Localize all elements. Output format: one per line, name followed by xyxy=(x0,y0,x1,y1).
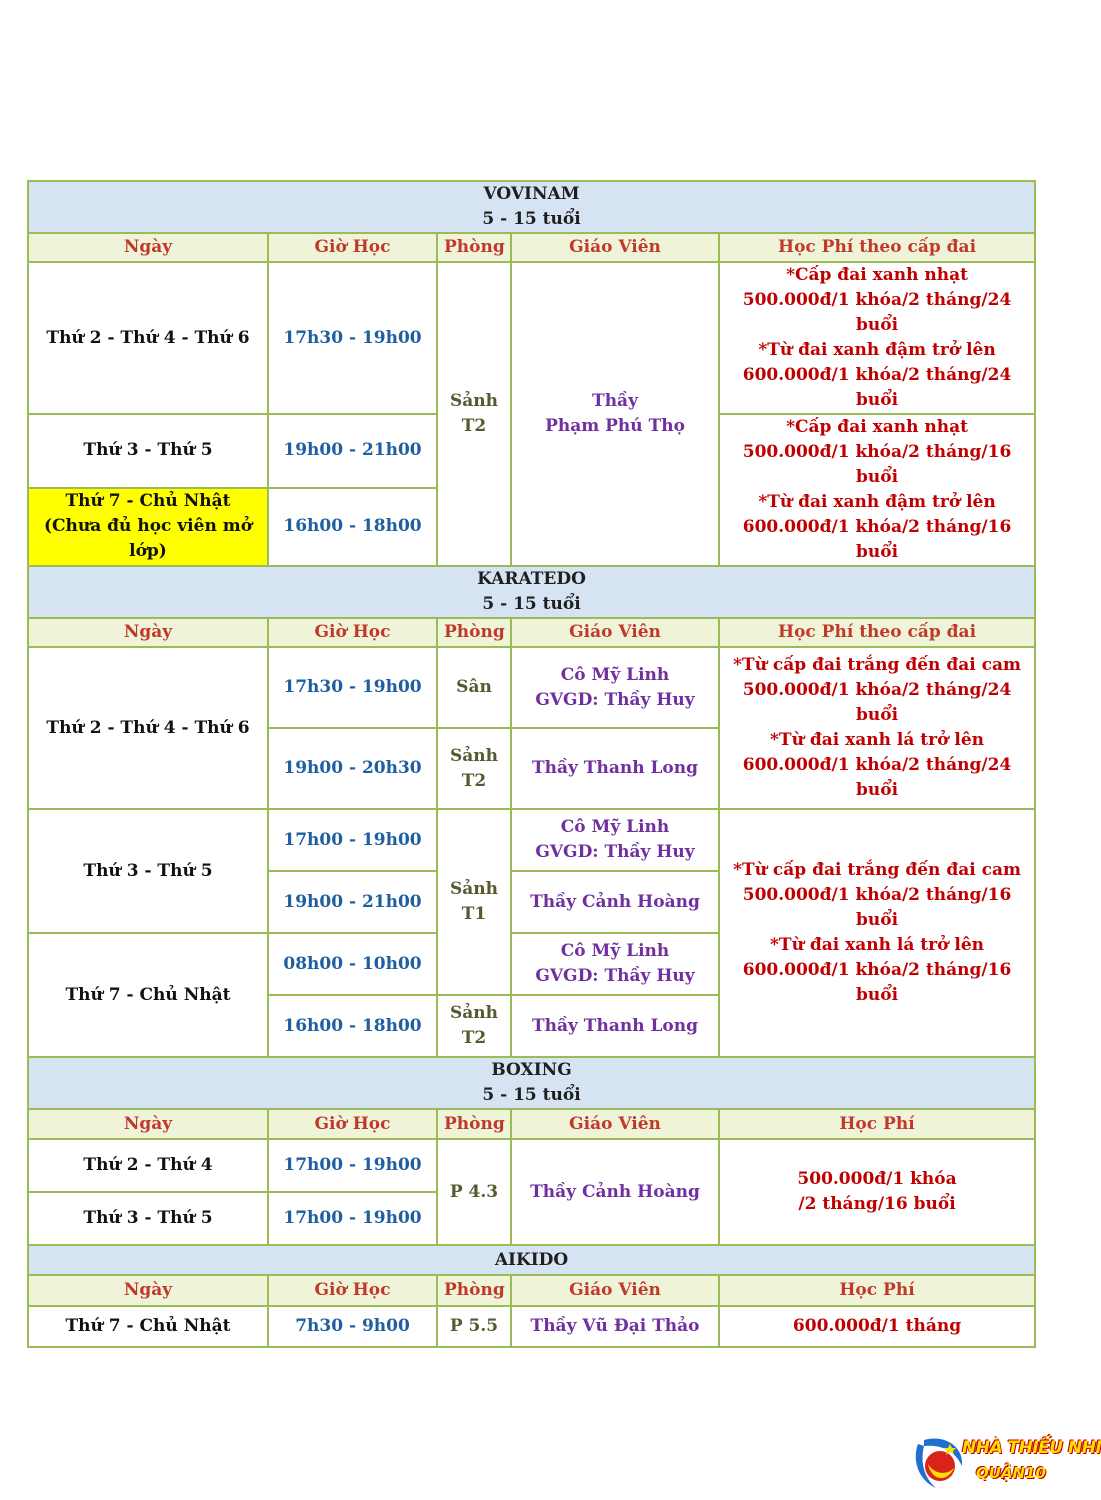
day-cell: Thứ 3 - Thứ 5 xyxy=(28,809,268,933)
day-cell: Thứ 2 - Thứ 4 xyxy=(28,1139,268,1192)
col-day: Ngày xyxy=(28,1275,268,1306)
col-day: Ngày xyxy=(28,618,268,647)
day-cell: Thứ 7 - Chủ Nhật xyxy=(28,1306,268,1347)
day-cell-highlighted: Thứ 7 - Chủ Nhật (Chưa đủ học viên mở lớp) xyxy=(28,488,268,566)
col-fee: Học Phí xyxy=(719,1275,1035,1306)
col-room: Phòng xyxy=(437,618,511,647)
col-fee: Học Phí xyxy=(719,1109,1035,1139)
table-row xyxy=(28,809,1035,871)
time-cell: 17h00 - 19h00 xyxy=(268,1139,437,1192)
table-row xyxy=(28,647,1035,728)
teacher-cell: Cô Mỹ Linh GVGD: Thầy Huy xyxy=(511,809,719,871)
room-cell: Sảnh T2 xyxy=(437,995,511,1057)
section-age: 5 - 15 tuổi xyxy=(482,209,581,229)
room-cell: Sân xyxy=(437,647,511,728)
teacher-cell: Thầy Phạm Phú Thọ xyxy=(511,262,719,566)
fee-cell: *Từ cấp đai trắng đến đai cam 500.000đ/1 khóa/2 tháng/16 buổi *Từ đai xanh lá trở lên 600.000đ/1 khóa/2 tháng/16 buổi xyxy=(719,809,1035,1057)
col-teacher: Giáo Viên xyxy=(511,233,719,262)
col-day: Ngày xyxy=(28,1109,268,1139)
col-room: Phòng xyxy=(437,233,511,262)
teacher-cell: Thầy Thanh Long xyxy=(511,995,719,1057)
day-cell: Thứ 3 - Thứ 5 xyxy=(28,414,268,488)
teacher-cell: Thầy Cảnh Hoàng xyxy=(511,871,719,933)
nha-thieu-nhi-logo-icon xyxy=(910,1434,968,1492)
time-cell: 17h30 - 19h00 xyxy=(268,647,437,728)
col-room: Phòng xyxy=(437,1109,511,1139)
room-cell: Sảnh T2 xyxy=(437,262,511,566)
col-time: Giờ Học xyxy=(268,1275,437,1306)
section-header-boxing xyxy=(28,1057,1035,1109)
table-row xyxy=(28,262,1035,414)
time-cell: 19h00 - 20h30 xyxy=(268,728,437,809)
col-teacher: Giáo Viên xyxy=(511,618,719,647)
section-header-vovinam xyxy=(28,181,1035,233)
section-title: KARATEDO xyxy=(477,569,586,589)
time-cell: 16h00 - 18h00 xyxy=(268,995,437,1057)
section-header-aikido xyxy=(28,1245,1035,1275)
teacher-cell: Thầy Vũ Đại Thảo xyxy=(511,1306,719,1347)
nha-thieu-nhi-logo xyxy=(910,1432,1101,1494)
day-cell: Thứ 3 - Thứ 5 xyxy=(28,1192,268,1245)
teacher-cell: Cô Mỹ Linh GVGD: Thầy Huy xyxy=(511,933,719,995)
fee-cell: 600.000đ/1 tháng xyxy=(719,1306,1035,1347)
teacher-cell: Thầy Cảnh Hoàng xyxy=(511,1139,719,1245)
logo-line-2: QUẬN10 xyxy=(976,1464,1046,1482)
logo-line-1: NHÀ THIẾU NHI xyxy=(962,1438,1101,1458)
section-title: VOVINAM xyxy=(483,184,580,204)
time-cell: 17h00 - 19h00 xyxy=(268,1192,437,1245)
time-cell: 08h00 - 10h00 xyxy=(268,933,437,995)
room-cell: P 4.3 xyxy=(437,1139,511,1245)
day-cell: Thứ 7 - Chủ Nhật xyxy=(28,933,268,1057)
time-cell: 17h30 - 19h00 xyxy=(268,262,437,414)
time-cell: 19h00 - 21h00 xyxy=(268,871,437,933)
col-day: Ngày xyxy=(28,233,268,262)
time-cell: 16h00 - 18h00 xyxy=(268,488,437,566)
time-cell: 17h00 - 19h00 xyxy=(268,809,437,871)
col-fee: Học Phí theo cấp đai xyxy=(719,233,1035,262)
col-time: Giờ Học xyxy=(268,233,437,262)
time-cell: 19h00 - 21h00 xyxy=(268,414,437,488)
fee-cell: *Từ cấp đai trắng đến đai cam 500.000đ/1 khóa/2 tháng/24 buổi *Từ đai xanh lá trở lên 600.000đ/1 khóa/2 tháng/24 buổi xyxy=(719,647,1035,809)
fee-cell: *Cấp đai xanh nhạt 500.000đ/1 khóa/2 tháng/16 buổi *Từ đai xanh đậm trở lên 600.000đ/1 khóa/2 tháng/16 buổi xyxy=(719,414,1035,566)
class-schedule-table xyxy=(27,180,1036,1348)
section-title: BOXING xyxy=(491,1060,572,1080)
time-cell: 7h30 - 9h00 xyxy=(268,1306,437,1347)
column-header-row xyxy=(28,233,1035,262)
day-cell: Thứ 2 - Thứ 4 - Thứ 6 xyxy=(28,262,268,414)
column-header-row xyxy=(28,618,1035,647)
room-cell: Sảnh T1 xyxy=(437,809,511,995)
section-title: AIKIDO xyxy=(494,1249,569,1270)
fee-cell: *Cấp đai xanh nhạt 500.000đ/1 khóa/2 tháng/24 buổi *Từ đai xanh đậm trở lên 600.000đ/1 khóa/2 tháng/24 buổi xyxy=(719,262,1035,414)
col-teacher: Giáo Viên xyxy=(511,1275,719,1306)
room-cell: P 5.5 xyxy=(437,1306,511,1347)
section-age: 5 - 15 tuổi xyxy=(482,594,581,614)
column-header-row xyxy=(28,1275,1035,1306)
col-teacher: Giáo Viên xyxy=(511,1109,719,1139)
section-header-karatedo xyxy=(28,566,1035,618)
section-age: 5 - 15 tuổi xyxy=(482,1085,581,1105)
col-room: Phòng xyxy=(437,1275,511,1306)
table-row xyxy=(28,1139,1035,1192)
col-time: Giờ Học xyxy=(268,618,437,647)
teacher-cell: Cô Mỹ Linh GVGD: Thầy Huy xyxy=(511,647,719,728)
col-time: Giờ Học xyxy=(268,1109,437,1139)
fee-cell: 500.000đ/1 khóa /2 tháng/16 buổi xyxy=(719,1139,1035,1245)
table-row xyxy=(28,1306,1035,1347)
day-cell: Thứ 2 - Thứ 4 - Thứ 6 xyxy=(28,647,268,809)
column-header-row xyxy=(28,1109,1035,1139)
teacher-cell: Thầy Thanh Long xyxy=(511,728,719,809)
col-fee: Học Phí theo cấp đai xyxy=(719,618,1035,647)
room-cell: Sảnh T2 xyxy=(437,728,511,809)
